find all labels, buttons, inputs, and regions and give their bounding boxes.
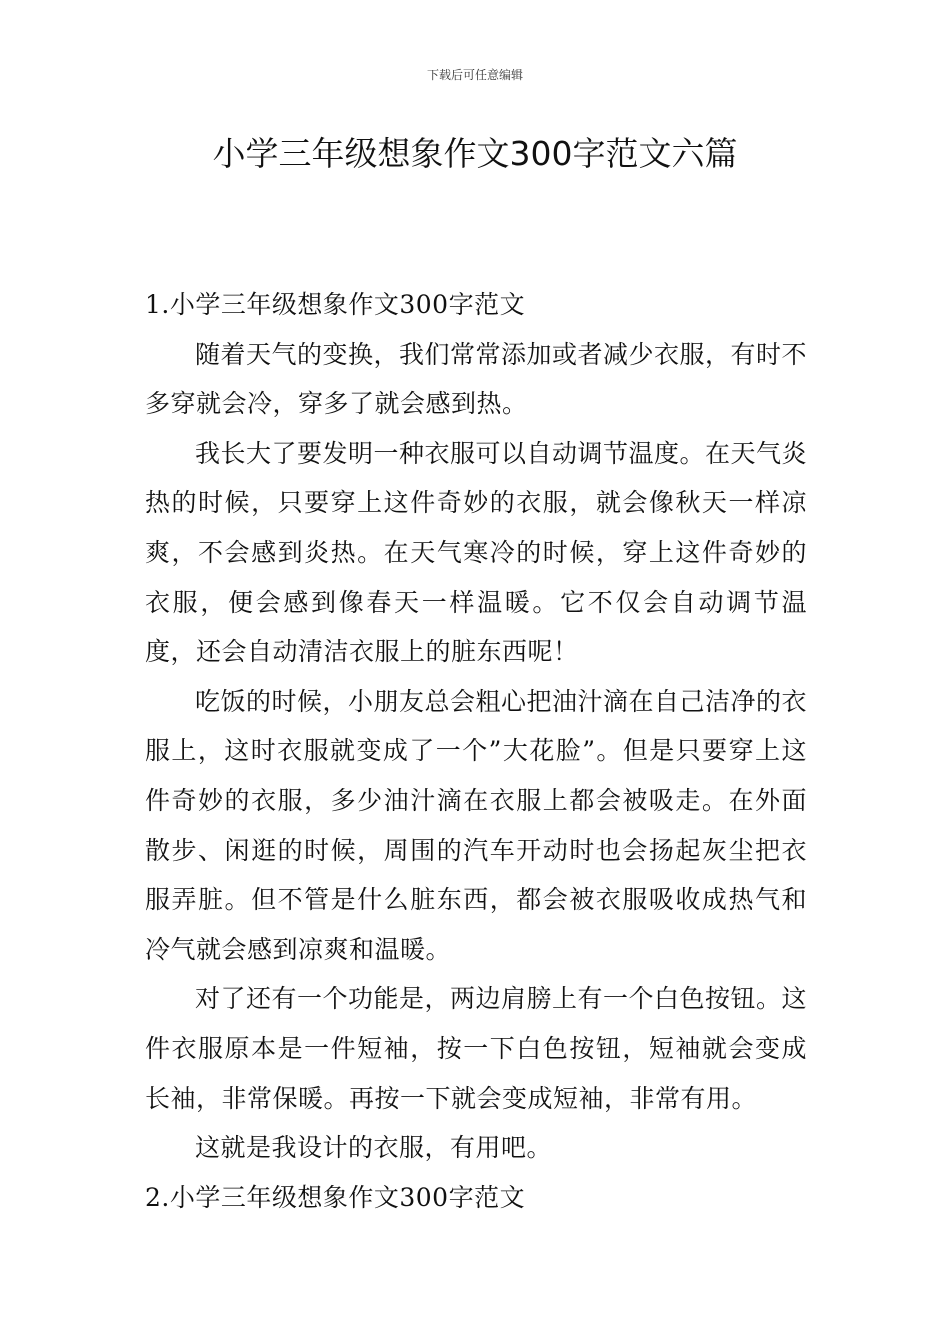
header-note: 下载后可任意编辑	[426, 68, 523, 82]
paragraph: 吃饭的时候，小朋友总会粗心把油汁滴在自己洁净的衣服上，这时衣服就变成了一个”大花脸”。但是只要穿上这件奇妙的衣服，多少油汁滴在衣服上都会被吸走。在外面散步、闲逛的时候，周围的汽车开动时也会扬起灰尘把衣服弄脏。但不管是什么脏东西，都会被衣服吸收成热气和冷气就会感到凉爽和温暖。	[145, 686, 808, 964]
paragraph: 我长大了要发明一种衣服可以自动调节温度。在天气炎热的时候，只要穿上这件奇妙的衣服，就会像秋天一样凉爽，不会感到炎热。在天气寒冷的时候，穿上这件奇妙的衣服，便会感到像春天一样温暖。它不仅会自动调节温度，还会自动清洁衣服上的脏东西呢！	[145, 438, 808, 667]
section-heading-1: 1.小学三年级想象作文300字范文	[145, 290, 526, 319]
document-body	[145, 280, 807, 1222]
document-title: 小学三年级想象作文300字范文六篇	[212, 134, 738, 173]
section-heading-2: 2.小学三年级想象作文300字范文	[145, 1182, 526, 1212]
paragraph: 随着天气的变换，我们常常添加或者减少衣服，有时不多穿就会冷，穿多了就会感到热。	[145, 339, 808, 419]
paragraph: 这就是我设计的衣服，有用吧。	[195, 1133, 553, 1163]
paragraph: 对了还有一个功能是，两边肩膀上有一个白色按钮。这件衣服原本是一件短袖，按一下白色按钮，短袖就会变成长袖，非常保暖。再按一下就会变成短袖，非常有用。	[145, 984, 808, 1113]
